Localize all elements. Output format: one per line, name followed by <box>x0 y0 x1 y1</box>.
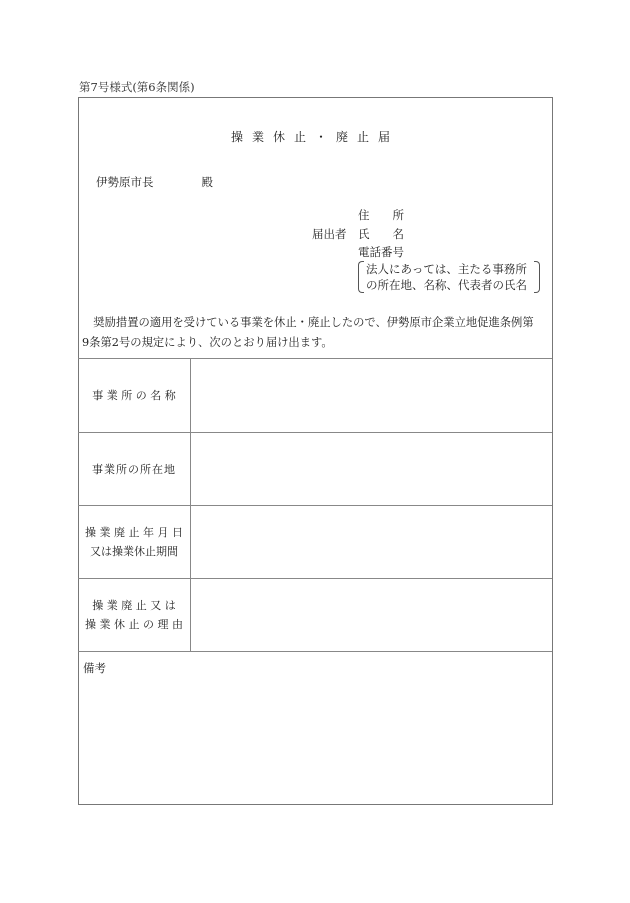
row-label-line: 事 業 所 の 名 称 <box>92 389 176 402</box>
left-bracket <box>358 261 364 293</box>
closure-date-field[interactable] <box>191 506 551 578</box>
row-label-line: 又は操業休止期間 <box>90 545 178 558</box>
applicant-label: 届出者 <box>312 227 347 241</box>
closure-reason-field[interactable] <box>191 579 551 651</box>
applicant-address-label: 住 所 <box>358 208 404 222</box>
remarks-label: 備考 <box>83 661 106 675</box>
addressee <box>96 174 213 190</box>
remarks-field[interactable] <box>79 652 551 803</box>
row-label-line: 事業所の所在地 <box>92 462 176 476</box>
applicant-phone-label: 電話番号 <box>358 245 404 259</box>
business-name-field[interactable] <box>191 359 551 432</box>
table-row-label <box>78 506 190 578</box>
applicant-name-label: 氏 名 <box>358 227 404 241</box>
form-number-label: 第7号様式(第6条関係) <box>79 80 195 94</box>
row-label-line: 操 業 休 止 の 理 由 <box>85 618 183 631</box>
right-bracket <box>534 261 540 293</box>
table-row-label <box>78 359 190 432</box>
business-address-field[interactable] <box>191 433 551 505</box>
corporate-note <box>358 261 540 293</box>
declaration-line-1: 奨励措置の適用を受けている事業を休止・廃止したので、伊勢原市企業立地促進条例第 <box>82 316 534 329</box>
corporate-note-line-2: の所在地、名称、代表者の氏名 <box>366 278 527 292</box>
declaration-text <box>82 313 550 353</box>
corporate-note-line-1: 法人にあっては、主たる事務所 <box>366 262 527 276</box>
row-label-line: 操 業 廃 止 又 は <box>92 599 176 612</box>
row-label-line: 操 業 廃 止 年 月 日 <box>85 526 183 539</box>
page-title: 操業休止・廃止届 <box>230 130 399 144</box>
declaration-line-2: 9条第2号の規定により、次のとおり届け出ます。 <box>82 336 333 349</box>
table-row-label <box>78 579 190 651</box>
table-row-label <box>78 433 190 505</box>
addressee-honorific: 殿 <box>201 175 213 189</box>
addressee-name: 伊勢原市長 <box>96 175 154 189</box>
